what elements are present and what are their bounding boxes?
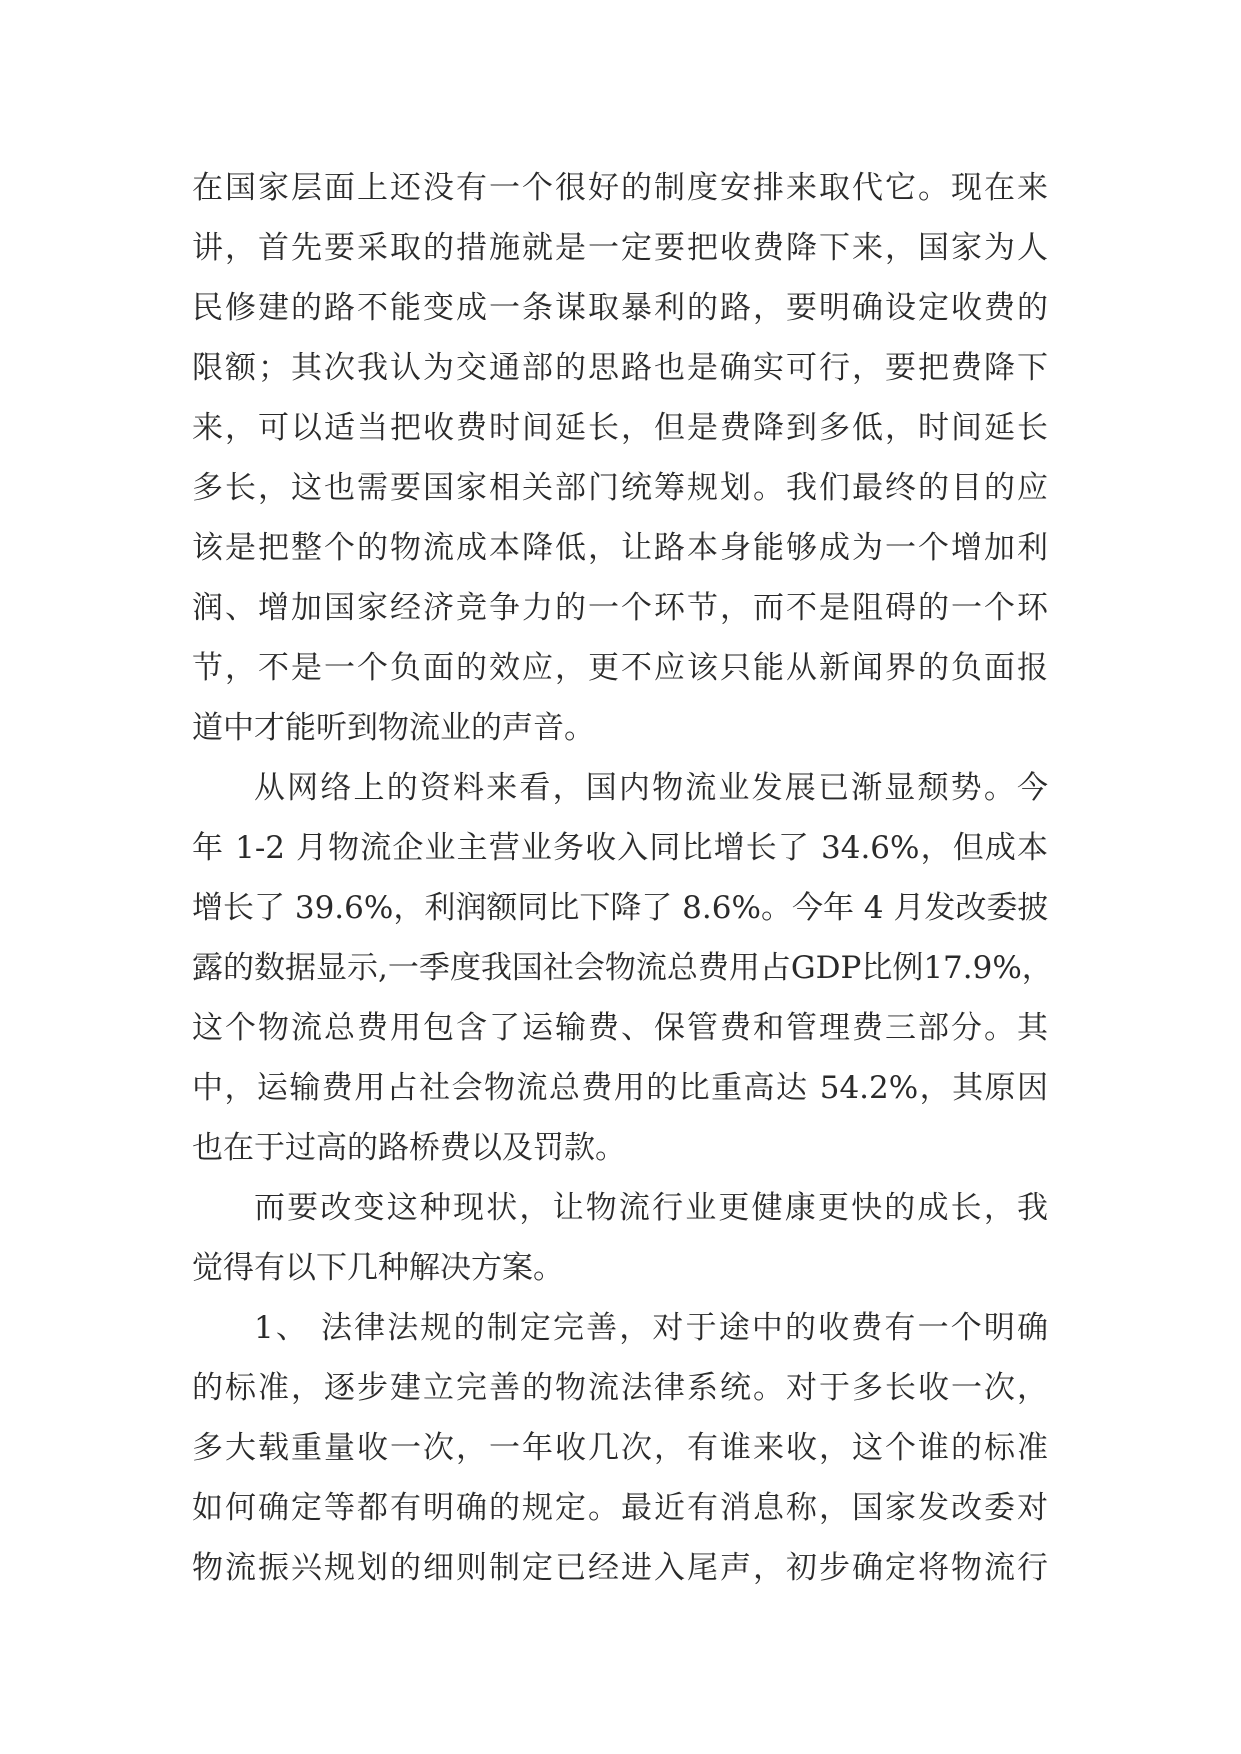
text-line: 该是把整个的物流成本降低，让路本身能够成为一个增加利 <box>192 530 1048 566</box>
text-line: 的标准，逐步建立完善的物流法律系统。对于多长收一次， <box>192 1370 1048 1406</box>
text-line: 年 1-2 月物流企业主营业务收入同比增长了 34.6%，但成本 <box>192 830 1048 866</box>
text-line: 从网络上的资料来看，国内物流业发展已渐显颓势。今 <box>254 770 1048 806</box>
text-line: 民修建的路不能变成一条谋取暴利的路，要明确设定收费的 <box>192 290 1048 326</box>
text-line: 也在于过高的路桥费以及罚款。 <box>192 1130 626 1166</box>
text-line: 道中才能听到物流业的声音。 <box>192 710 595 746</box>
text-line: 这个物流总费用包含了运输费、保管费和管理费三部分。其 <box>192 1010 1048 1046</box>
text-line: 讲，首先要采取的措施就是一定要把收费降下来，国家为人 <box>192 230 1048 266</box>
text-line: 节，不是一个负面的效应，更不应该只能从新闻界的负面报 <box>192 650 1048 686</box>
text-line: 增长了 39.6%，利润额同比下降了 8.6%。今年 4 月发改委披 <box>192 890 1049 926</box>
text-line: 露的数据显示,一季度我国社会物流总费用占GDP比例17.9%， <box>192 950 1053 986</box>
text-line: 在国家层面上还没有一个很好的制度安排来取代它。现在来 <box>192 170 1048 206</box>
text-line: 物流振兴规划的细则制定已经进入尾声，初步确定将物流行 <box>192 1550 1048 1586</box>
text-line: 来，可以适当把收费时间延长，但是费降到多低，时间延长 <box>192 410 1048 446</box>
text-line: 1、 法律法规的制定完善，对于途中的收费有一个明确 <box>254 1310 1048 1346</box>
text-line: 觉得有以下几种解决方案。 <box>192 1250 564 1286</box>
text-line: 限额；其次我认为交通部的思路也是确实可行，要把费降下 <box>192 350 1048 386</box>
text-line: 如何确定等都有明确的规定。最近有消息称，国家发改委对 <box>192 1490 1048 1526</box>
text-line: 中，运输费用占社会物流总费用的比重高达 54.2%，其原因 <box>192 1070 1048 1106</box>
text-line: 润、增加国家经济竞争力的一个环节，而不是阻碍的一个环 <box>192 590 1048 626</box>
text-line: 多长，这也需要国家相关部门统筹规划。我们最终的目的应 <box>192 470 1048 506</box>
text-line: 而要改变这种现状，让物流行业更健康更快的成长，我 <box>254 1190 1048 1226</box>
text-line: 多大载重量收一次，一年收几次，有谁来收，这个谁的标准 <box>192 1430 1048 1466</box>
body-text <box>192 158 1053 1598</box>
